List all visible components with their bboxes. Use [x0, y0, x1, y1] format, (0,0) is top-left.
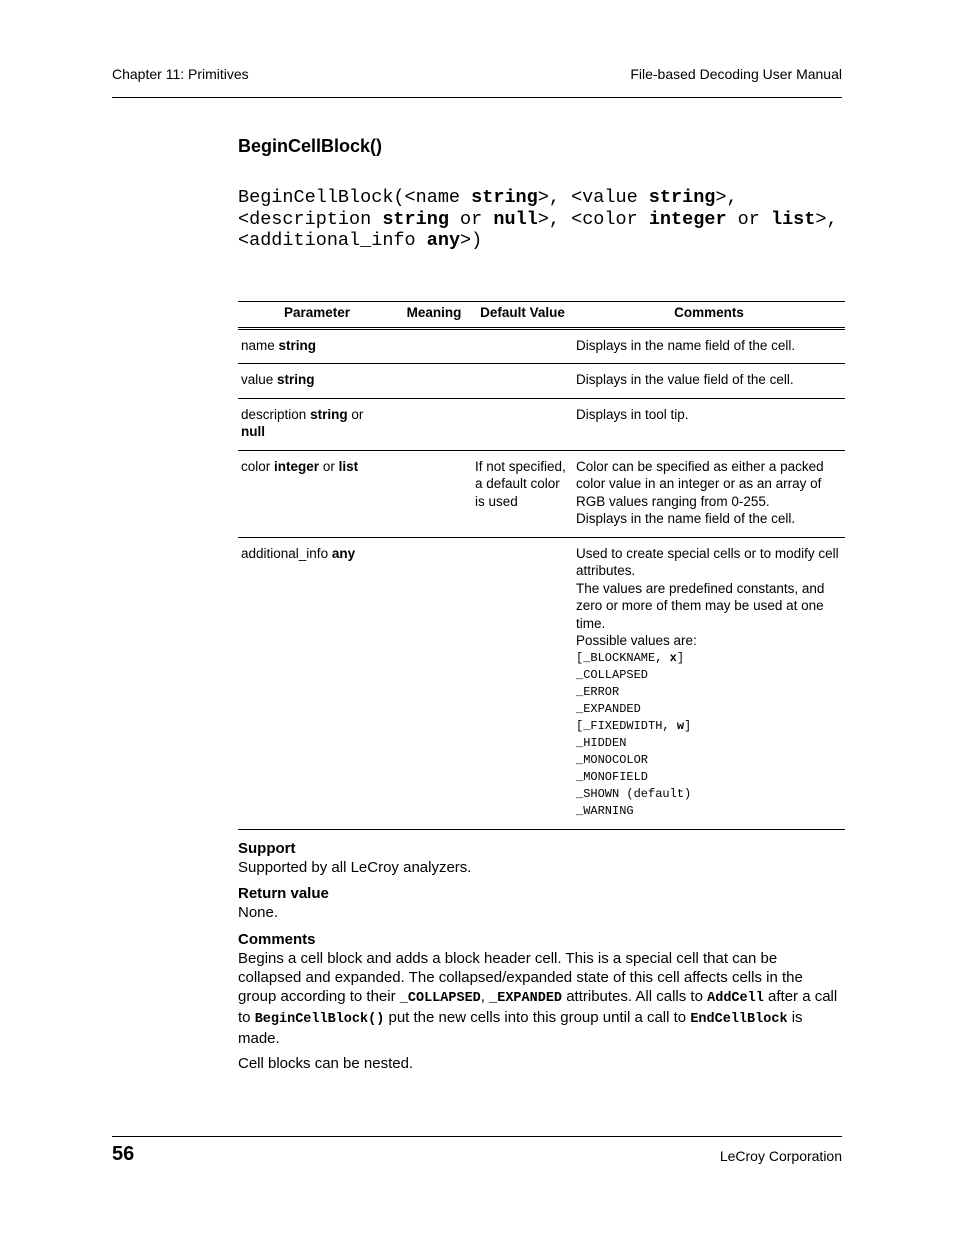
param-type: string [310, 406, 348, 422]
sig-type: string [382, 208, 449, 230]
sig-text: or [726, 208, 771, 230]
comment-cell [573, 450, 845, 537]
sig-type: string [648, 187, 716, 208]
sig-text: >, [815, 208, 838, 230]
manual-title: File-based Decoding User Manual [630, 66, 842, 82]
function-signature [238, 187, 838, 252]
default-cell [472, 328, 573, 364]
sig-type: any [426, 230, 461, 251]
sig-text: >, [715, 187, 738, 208]
support-text: Supported by all LeCroy analyzers. [238, 859, 472, 876]
code-text: BeginCellBlock() [254, 1012, 385, 1027]
sig-text: or [448, 208, 494, 230]
meaning-cell [396, 450, 472, 537]
sig-type: integer [648, 208, 727, 230]
column-header-comments: Comments [573, 302, 845, 329]
return-value-heading: Return value [238, 885, 329, 902]
default-cell [472, 398, 573, 450]
header-divider [112, 97, 842, 98]
sig-text: >, <value [537, 187, 649, 208]
constant-text: ] [676, 650, 685, 665]
meaning-cell [396, 398, 472, 450]
sig-type: string [471, 187, 538, 208]
default-cell: If not specified, a default color is used [472, 450, 573, 537]
constant-text: [_BLOCKNAME, [576, 650, 670, 665]
comment-cell: Displays in the value field of the cell. [573, 364, 845, 399]
comment-text: Color can be specified as either a packed color value in an integer or as an array of RGB values ranging from 0-255. [576, 458, 824, 509]
comment-text: Possible values are: [576, 633, 697, 648]
return-value-section [238, 884, 844, 922]
param-cell [238, 328, 396, 364]
constant-value: _MONOFIELD [576, 769, 649, 784]
constant-value [576, 718, 842, 735]
company-name: LeCroy Corporation [719, 1148, 842, 1164]
default-cell [472, 364, 573, 399]
constant-value: _HIDDEN [576, 735, 627, 750]
meaning-cell [396, 364, 472, 399]
param-name: additional_info [241, 545, 329, 561]
param-cell [238, 537, 396, 829]
constant-value: _COLLAPSED [576, 667, 649, 682]
param-cell [238, 398, 396, 450]
column-header-parameter: Parameter [238, 302, 396, 329]
param-type: string [277, 372, 315, 387]
table-row [238, 537, 845, 829]
comment-text: attributes. All calls to [562, 988, 708, 1005]
sig-type: null [493, 208, 538, 230]
comments-section [238, 930, 844, 1073]
param-type: any [331, 545, 356, 561]
constant-arg: w [676, 718, 685, 733]
comment-text: Begins a cell block and adds a block header cell. This is a special cell that can be collapsed and expanded. The collapsed/expanded state of this cell affects cells in the group according to their [238, 950, 803, 1005]
constant-value: _EXPANDED [576, 701, 641, 716]
sig-text: >, <color [537, 208, 649, 230]
sig-type: list [770, 208, 816, 230]
comment-text: Displays in the name field of the cell. [576, 511, 796, 526]
param-name: color [241, 458, 271, 474]
code-text: AddCell [707, 991, 764, 1006]
comment-text: is made. [238, 1009, 803, 1047]
column-header-default: Default Value [472, 302, 573, 329]
comment-text: Used to create special cells or to modify cell attributes. [576, 545, 839, 578]
param-name: value [241, 372, 274, 387]
constant-text: [_FIXEDWIDTH, [576, 718, 677, 733]
comment-cell: Displays in tool tip. [573, 398, 845, 450]
parameter-table [238, 301, 845, 830]
footer-divider [112, 1136, 842, 1137]
constant-value: _MONOCOLOR [576, 752, 649, 767]
support-section [238, 839, 844, 877]
code-text: _COLLAPSED [399, 991, 481, 1006]
param-or: or [322, 458, 335, 474]
constant-arg: x [669, 650, 677, 665]
param-cell [238, 450, 396, 537]
param-cell [238, 364, 396, 399]
meaning-cell [396, 328, 472, 364]
sig-text: <description [238, 208, 383, 230]
param-type: list [338, 458, 359, 474]
constant-value: _SHOWN (default) [576, 786, 692, 801]
comments-heading: Comments [238, 931, 316, 948]
default-cell [472, 537, 573, 829]
sig-text: <additional_info [238, 230, 427, 251]
code-text: EndCellBlock [690, 1012, 788, 1027]
column-header-meaning: Meaning [396, 302, 472, 329]
constant-value [576, 650, 842, 667]
sig-text: >) [460, 230, 483, 251]
table-row [238, 364, 845, 399]
section-title: BeginCellBlock() [238, 136, 383, 156]
table-row [238, 398, 845, 450]
table-row [238, 450, 845, 537]
table-header-row [238, 302, 845, 329]
param-or: or [351, 406, 364, 422]
param-type: null [241, 424, 265, 439]
chapter-title: Chapter 11: Primitives [112, 66, 249, 82]
sig-text: BeginCellBlock(<name [238, 187, 472, 208]
comment-text: after a call to [238, 988, 838, 1026]
meaning-cell [396, 537, 472, 829]
support-heading: Support [238, 840, 296, 857]
comment-cell [573, 537, 845, 829]
table-row [238, 328, 845, 364]
comments-paragraph: Cell blocks can be nested. [238, 1055, 414, 1072]
comment-cell: Displays in the name field of the cell. [573, 328, 845, 364]
return-value-text: None. [238, 904, 279, 921]
comment-text: , [480, 988, 490, 1005]
param-name: description [241, 406, 307, 422]
comments-paragraph [238, 949, 844, 1048]
param-type: integer [274, 458, 320, 474]
constant-value: _ERROR [576, 684, 620, 699]
comment-text: put the new cells into this group until a call to [384, 1009, 691, 1026]
constant-value: _WARNING [576, 803, 634, 818]
page-number: 56 [112, 1143, 135, 1165]
constant-text: ] [684, 718, 692, 733]
comment-text: The values are predefined constants, and zero or more of them may be used at one time. [576, 580, 825, 631]
param-type: string [278, 337, 317, 353]
param-name: name [241, 337, 275, 353]
code-text: _EXPANDED [489, 991, 563, 1006]
